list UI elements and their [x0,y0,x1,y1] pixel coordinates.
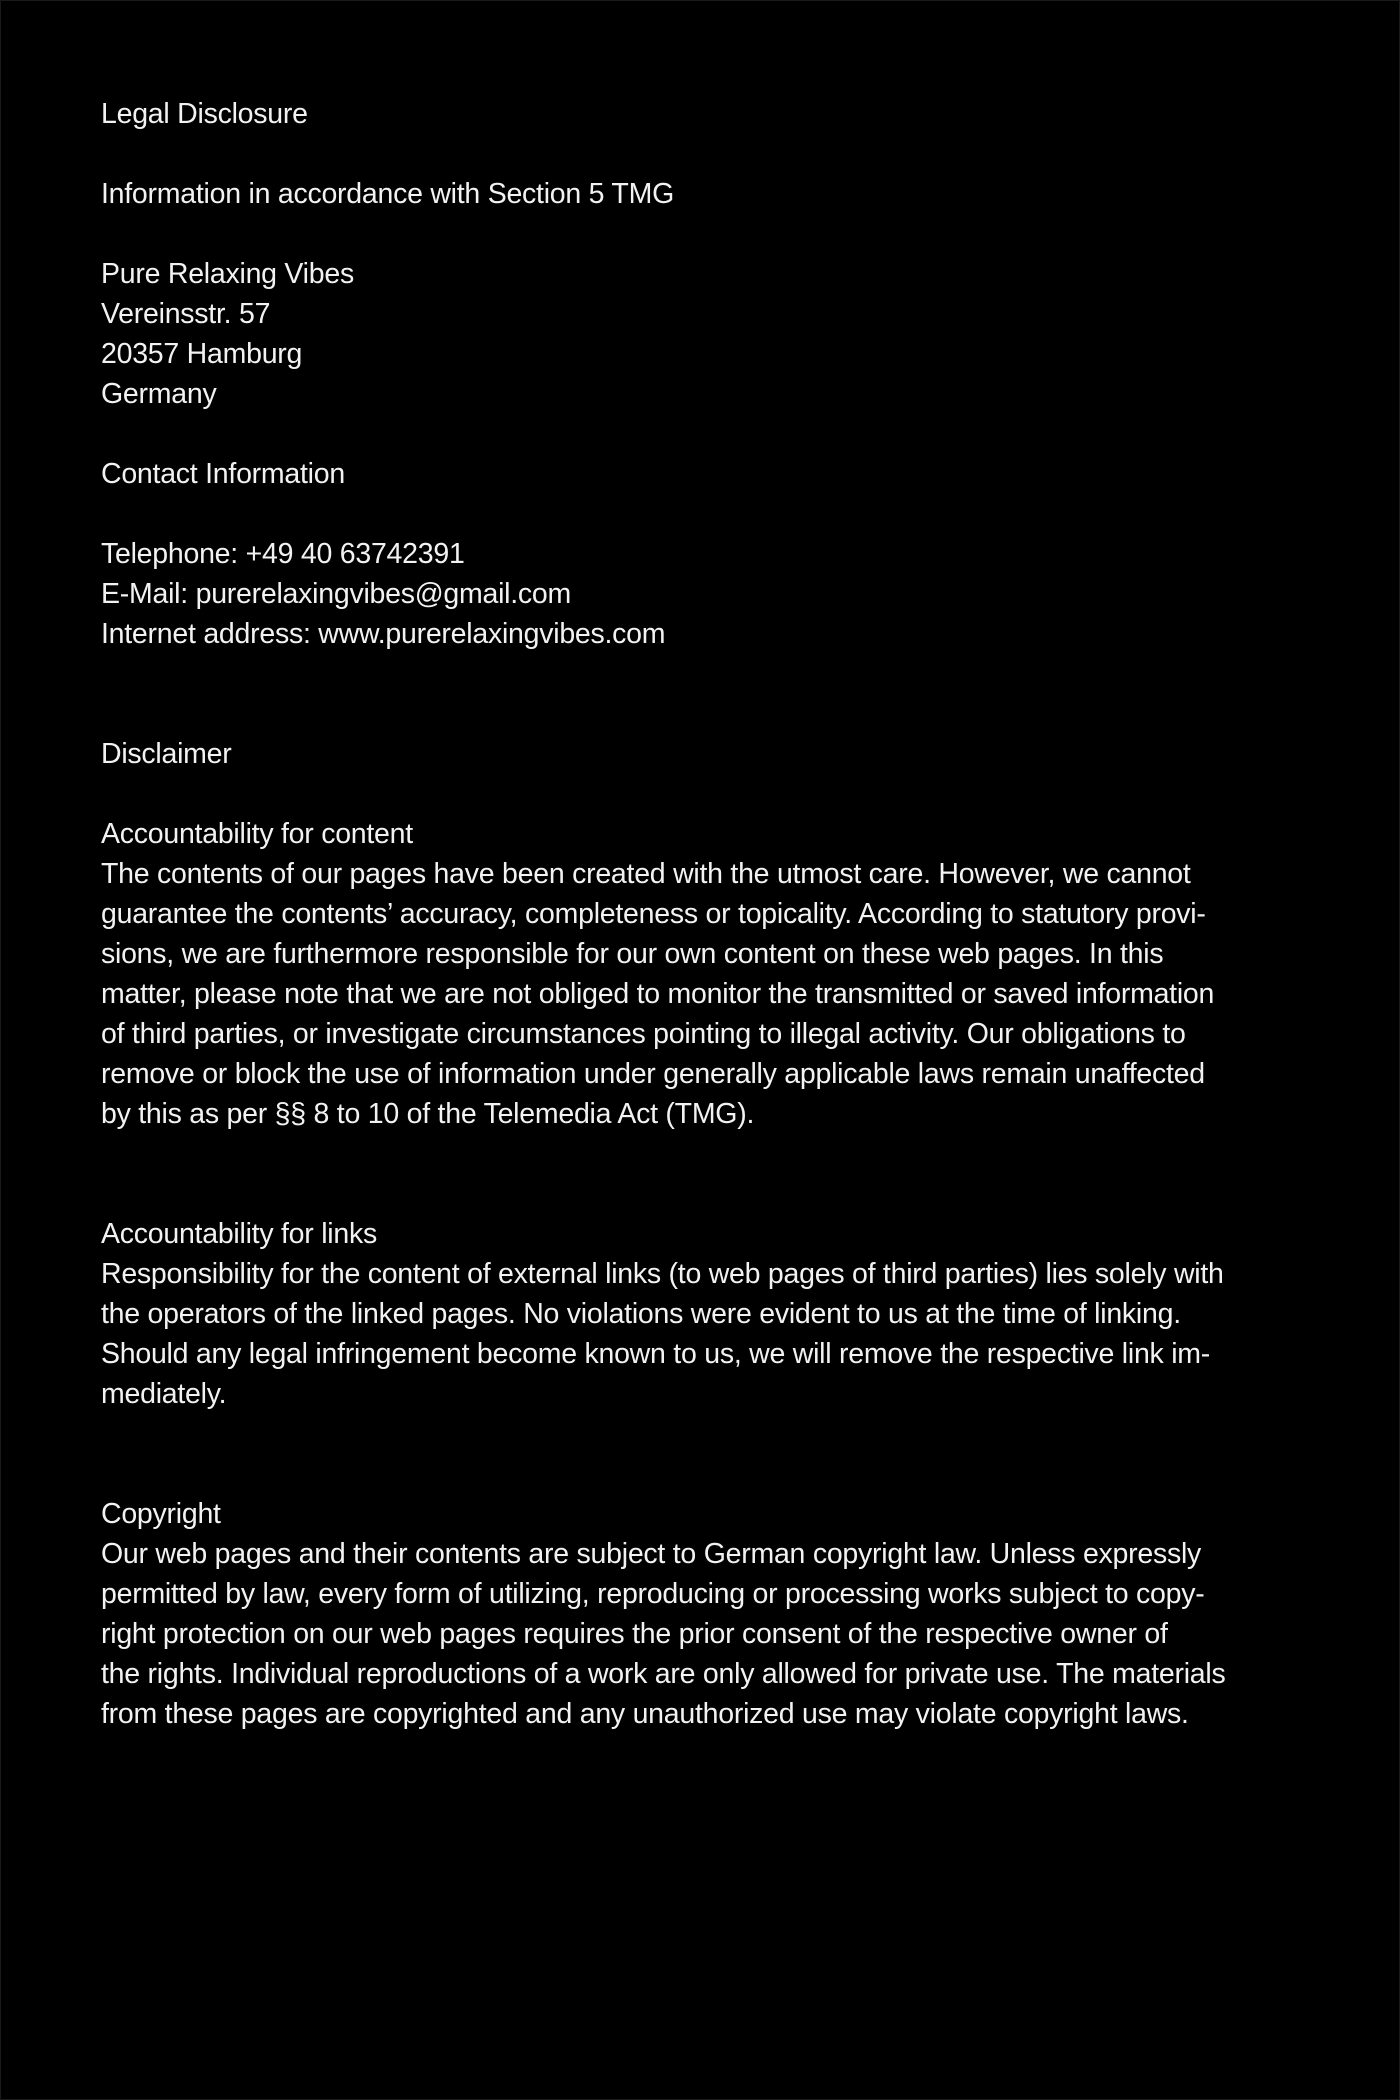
paragraph-line: remove or block the use of information under generally applicable laws remain unaffected [101,1058,1205,1090]
accountability-content-block [101,814,1341,1134]
accountability-links-block [101,1214,1341,1414]
disclaimer-heading: Disclaimer [101,738,232,770]
street-address: Vereinsstr. 57 [101,298,271,330]
postal-city: 20357 Hamburg [101,338,303,370]
accountability-links-heading: Accountability for links [101,1218,377,1250]
company-name: Pure Relaxing Vibes [101,258,354,290]
email-line: E-Mail: purerelaxingvibes@gmail.com [101,578,572,610]
copyright-block [101,1494,1341,1734]
paragraph-line: from these pages are copyrighted and any unauthorized use may violate copyright laws. [101,1698,1189,1730]
paragraph-line: the operators of the linked pages. No violations were evident to us at the time of linking. [101,1298,1181,1330]
paragraph-line: the rights. Individual reproductions of a work are only allowed for private use. The materials [101,1658,1226,1690]
legal-disclosure-section [101,94,1341,654]
postal-address [101,254,1341,414]
paragraph-line: mediately. [101,1378,227,1410]
country: Germany [101,378,217,410]
paragraph-line: right protection on our web pages requires the prior consent of the respective owner of [101,1618,1168,1650]
legal-disclosure-title: Legal Disclosure [101,98,308,130]
paragraph-line: of third parties, or investigate circumstances pointing to illegal activity. Our obligations to [101,1018,1186,1050]
paragraph-line: Should any legal infringement become known to us, we will remove the respective link im- [101,1338,1211,1370]
accountability-content-heading: Accountability for content [101,818,413,850]
contact-heading: Contact Information [101,458,345,490]
paragraph-line: The contents of our pages have been created with the utmost care. However, we cannot [101,858,1191,890]
legal-document [101,94,1341,1734]
disclaimer-section [101,734,1341,1734]
paragraph-line: sions, we are furthermore responsible for our own content on these web pages. In this [101,938,1164,970]
paragraph-line: matter, please note that we are not obliged to monitor the transmitted or saved information [101,978,1215,1010]
telephone-line: Telephone: +49 40 63742391 [101,538,465,570]
internet-address-line: Internet address: www.purerelaxingvibes.com [101,618,666,650]
paragraph-line: guarantee the contents’ accuracy, completeness or topicality. According to statutory provi- [101,898,1206,930]
paragraph-line: Our web pages and their contents are subject to German copyright law. Unless expressly [101,1538,1202,1570]
tmg-notice: Information in accordance with Section 5 TMG [101,178,674,210]
copyright-heading: Copyright [101,1498,221,1530]
paragraph-line: permitted by law, every form of utilizing, reproducing or processing works subject to copy- [101,1578,1205,1610]
paragraph-line: by this as per §§ 8 to 10 of the Telemedia Act (TMG). [101,1098,755,1130]
paragraph-line: Responsibility for the content of external links (to web pages of third parties) lies solely with [101,1258,1224,1290]
